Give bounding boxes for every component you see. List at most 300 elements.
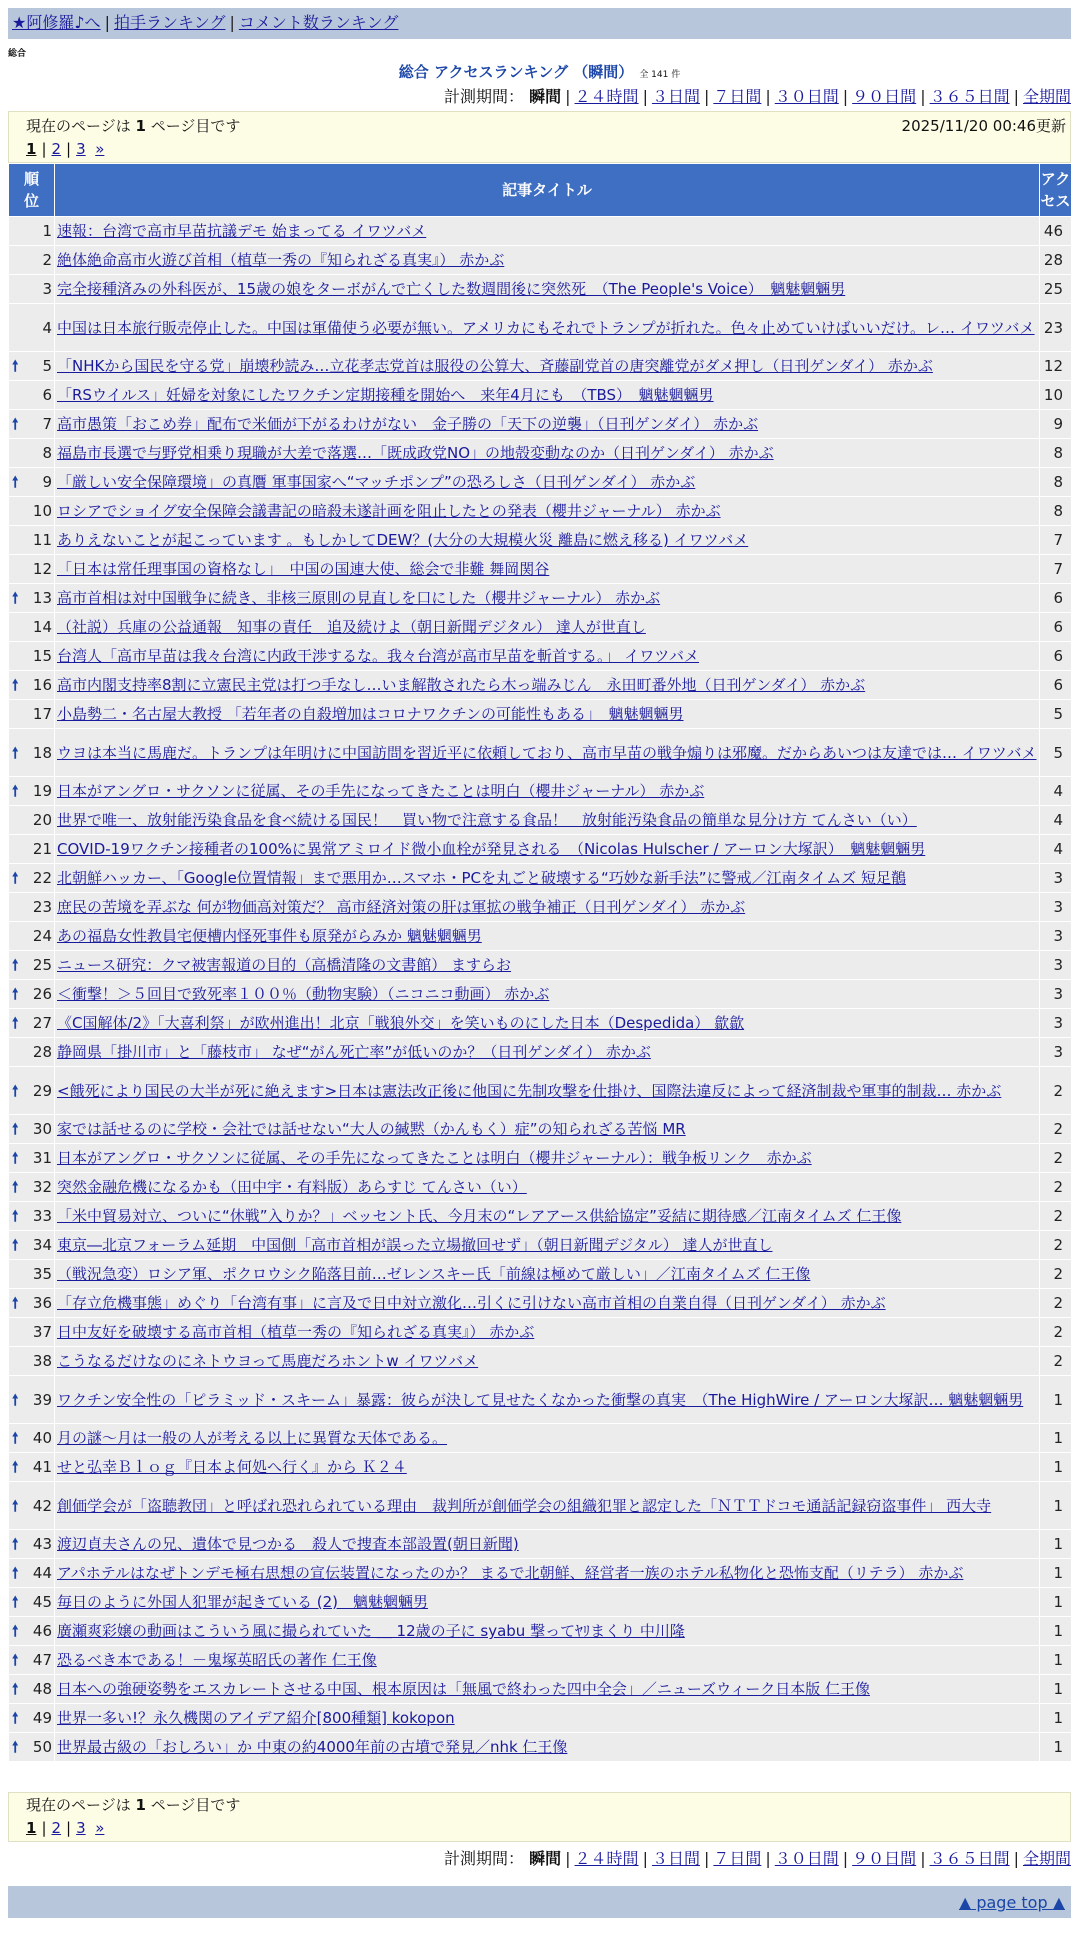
- rank-up-arrow-icon: 🠕: [12, 1081, 19, 1100]
- rank-cell: [9, 1482, 55, 1530]
- pager-current-page: 1: [135, 117, 146, 135]
- title-cell: [55, 1588, 1040, 1617]
- page-title-text: 総合 アクセスランキング （瞬間）: [398, 63, 634, 81]
- rank-cell: [9, 410, 55, 439]
- rank-number: 46: [32, 1622, 52, 1640]
- article-title-link[interactable]: 世界最古級の「おしろい」か 中東の約4000年前の古墳で発見／nhk 仁王像: [57, 1738, 568, 1756]
- rank-up-arrow-icon: 🠕: [12, 1651, 19, 1669]
- article-title-link[interactable]: 東京―北京フォーラム延期 中国側「高市首相が誤った立場撤回せず」（朝日新聞デジタル） 達人が世直し: [57, 1236, 773, 1254]
- rank-cell: [9, 1067, 55, 1115]
- rank-up-arrow-icon: 🠕: [12, 1709, 19, 1727]
- article-title-link[interactable]: 世界で唯一、放射能汚染食品を食べ続ける国民！ 買い物で注意する食品！ 放射能汚染食品の簡単な見分け方 てんさい（い）: [57, 811, 917, 829]
- access-count: 3: [1040, 893, 1072, 922]
- page-link-2[interactable]: 2: [51, 1819, 62, 1837]
- article-title-link[interactable]: 「米中貿易対立、ついに“休戦”入りか？」ベッセント氏、今月末の“レアアース供給協定”妥結に期待感／江南タイムズ 仁王像: [57, 1207, 902, 1225]
- table-row: [9, 246, 1072, 275]
- article-title-link[interactable]: 「RSウイルス」妊婦を対象にしたワクチン定期接種を開始へ 来年4月にも （TBS） 魑魅魍魎男: [57, 386, 714, 404]
- rank-number: 37: [32, 1323, 52, 1341]
- title-cell: [55, 1260, 1040, 1289]
- rank-number: 35: [32, 1265, 52, 1283]
- access-count: 2: [1040, 1173, 1072, 1202]
- rank-up-arrow-icon: 🠕: [12, 1178, 19, 1196]
- table-row: [9, 584, 1072, 613]
- table-row: [9, 381, 1072, 410]
- rank-number: 23: [32, 898, 52, 916]
- rank-number: 40: [32, 1429, 52, 1447]
- period-365d-link[interactable]: ３６５日間: [929, 87, 1010, 106]
- access-count: 8: [1040, 468, 1072, 497]
- rank-up-arrow-icon: 🠕: [12, 1014, 19, 1032]
- rank-cell: [9, 246, 55, 275]
- title-cell: [55, 1144, 1040, 1173]
- rank-up-arrow-icon: 🠕: [12, 1294, 19, 1312]
- separator: |: [642, 87, 648, 106]
- period-90d-link[interactable]: ９０日間: [852, 1849, 917, 1868]
- article-title-link[interactable]: 月の謎～月は一般の人が考える以上に異質な天体である。: [57, 1429, 448, 1447]
- rank-up-arrow-icon: 🠕: [12, 1496, 19, 1515]
- rank-number: 26: [32, 985, 52, 1003]
- article-title-link[interactable]: 家では話せるのに学校・会社では話せない“大人の緘黙（かんもく）症”の知られざる苦悩 MR: [57, 1120, 686, 1138]
- rank-up-arrow-icon: 🠕: [12, 956, 19, 974]
- table-row: [9, 526, 1072, 555]
- period-365d-link[interactable]: ３６５日間: [929, 1849, 1010, 1868]
- table-row: [9, 835, 1072, 864]
- access-count: 2: [1040, 1318, 1072, 1347]
- table-row: [9, 555, 1072, 584]
- rank-cell: [9, 1260, 55, 1289]
- access-count: 1: [1040, 1733, 1072, 1762]
- article-title-link[interactable]: COVID-19ワクチン接種者の100%に異常アミロイド微小血栓が発見される （Nicolas Hulscher / アーロン大塚訳） 魑魅魍魎男: [57, 840, 926, 858]
- rank-cell: [9, 1704, 55, 1733]
- rank-number: 31: [32, 1149, 52, 1167]
- rank-number: 42: [32, 1496, 52, 1515]
- access-count: 46: [1040, 217, 1072, 246]
- rank-cell: [9, 1424, 55, 1453]
- table-row: [9, 951, 1072, 980]
- article-title-link[interactable]: 速報：台湾で高市早苗抗議デモ 始まってる イワツバメ: [57, 222, 427, 240]
- rank-number: 50: [32, 1738, 52, 1756]
- rank-number: 2: [42, 251, 52, 269]
- article-title-link[interactable]: 創価学会が「盗聴教団」と呼ばれ恐れられている理由 裁判所が創価学会の組織犯罪と認定した「ＮＴＴドコモ通話記録窃盗事件」 西大寺: [57, 1496, 992, 1515]
- rank-up-arrow-icon: 🠕: [12, 869, 19, 887]
- period-30d-link[interactable]: ３０日間: [774, 87, 839, 106]
- rank-cell: [9, 497, 55, 526]
- title-cell: [55, 806, 1040, 835]
- pager-prefix: 現在のページは: [26, 1796, 131, 1814]
- access-count: 3: [1040, 864, 1072, 893]
- title-cell: [55, 729, 1040, 777]
- period-24h-link[interactable]: ２４時間: [574, 1849, 639, 1868]
- table-row: [9, 275, 1072, 304]
- article-title-link[interactable]: 高市首相は対中国戦争に続き、非核三原則の見直しを口にした（櫻井ジャーナル） 赤かぶ: [57, 589, 661, 607]
- rank-cell: [9, 671, 55, 700]
- rank-up-arrow-icon: 🠕: [12, 1236, 19, 1254]
- article-title-link[interactable]: 恐るべき本である！－鬼塚英昭氏の著作 仁王像: [57, 1651, 377, 1669]
- clap-ranking-link[interactable]: 拍手ランキング: [113, 13, 226, 32]
- article-title-link[interactable]: 「厳しい安全保障環境」の真贋 軍事国家へ“マッチポンプ”の恐ろしさ（日刊ゲンダイ） 赤かぶ: [57, 473, 696, 491]
- rank-number: 7: [42, 415, 52, 433]
- article-title-link[interactable]: せと弘幸Ｂｌｏｇ『日本よ何処へ行く』から Ｋ２４: [57, 1458, 407, 1476]
- separator: |: [1013, 1849, 1019, 1868]
- rank-up-arrow-icon: 🠕: [12, 473, 19, 491]
- rank-number: 8: [42, 444, 52, 462]
- rank-up-arrow-icon: 🠕: [12, 676, 19, 694]
- title-cell: [55, 1173, 1040, 1202]
- article-title-link[interactable]: ロシアでショイグ安全保障会議書記の暗殺未遂計画を阻止したとの発表（櫻井ジャーナル） 赤かぶ: [57, 502, 721, 520]
- article-title-link[interactable]: 「日本は常任理事国の資格なし」 中国の国連大使、総会で非難 舞岡関谷: [57, 560, 550, 578]
- access-count: 7: [1040, 555, 1072, 584]
- article-title-link[interactable]: 台湾人「高市早苗は我々台湾に内政干渉するな。我々台湾が高市早苗を斬首する。」 イワツバメ: [57, 647, 699, 665]
- table-row: [9, 439, 1072, 468]
- article-title-link[interactable]: 日本がアングロ・サクソンに従属、その手先になってきたことは明白（櫻井ジャーナル）：戦争板リンク 赤かぶ: [57, 1149, 812, 1167]
- rank-up-arrow-icon: 🠕: [12, 589, 19, 607]
- article-title-link[interactable]: 高市内閣支持率8割に立憲民主党は打つ手なし…いま解散されたら木っ端みじん 永田町番外地（日刊ゲンダイ） 赤かぶ: [57, 676, 866, 694]
- article-title-link[interactable]: ニュース研究：クマ被害報道の目的（高橋清隆の文書館） ますらお: [57, 956, 512, 974]
- rank-cell: [9, 1009, 55, 1038]
- article-title-link[interactable]: 「NHKから国民を守る党」崩壊秒読み…立花孝志党首は服役の公算大、斉藤副党首の唐突離党がダメ押し（日刊ゲンダイ） 赤かぶ: [57, 357, 933, 375]
- separator: |: [642, 1849, 648, 1868]
- rank-number: 36: [32, 1294, 52, 1312]
- rank-cell: [9, 1646, 55, 1675]
- article-title-link[interactable]: ワクチン安全性の「ピラミッド・スキーム」暴露：彼らが決して見せたくなかった衝撃の真実 （The HighWire / アーロン大塚訳… 魑魅魍魎男: [57, 1390, 1024, 1409]
- rank-cell: [9, 439, 55, 468]
- page-links-bottom: [26, 1817, 104, 1839]
- article-title-link[interactable]: 「存立危機事態」めぐり「台湾有事」に言及で日中対立激化…引くに引けない高市首相の自業自得（日刊ゲンダイ） 赤かぶ: [57, 1294, 886, 1312]
- rank-cell: [9, 1347, 55, 1376]
- table-row: [9, 1202, 1072, 1231]
- article-title-link[interactable]: 毎日のように外国人犯罪が起きている (2) 魑魅魍魎男: [57, 1593, 429, 1611]
- rank-number: 29: [32, 1081, 52, 1100]
- rank-cell: [9, 304, 55, 352]
- table-row: [9, 980, 1072, 1009]
- page-link-2[interactable]: 2: [51, 140, 62, 158]
- table-row: [9, 1588, 1072, 1617]
- ranking-table: [8, 163, 1072, 1762]
- pager-top: [8, 111, 1071, 163]
- access-count: 1: [1040, 1675, 1072, 1704]
- rank-number: 3: [42, 280, 52, 298]
- access-count: 4: [1040, 835, 1072, 864]
- article-title-link[interactable]: 完全接種済みの外科医が、15歳の娘をターボがんで亡くした数週間後に突然死 （The People's Voice） 魑魅魍魎男: [57, 280, 846, 298]
- period-7d-link[interactable]: ７日間: [713, 1849, 762, 1868]
- table-row: [9, 613, 1072, 642]
- title-cell: [55, 922, 1040, 951]
- article-title-link[interactable]: 北朝鮮ハッカー、「Google位置情報」まで悪用か…スマホ・PCを丸ごと破壊する“巧妙な新手法”に警戒／江南タイムズ 短足鶺: [57, 869, 907, 887]
- footer-bar: [8, 1886, 1071, 1918]
- article-title-link[interactable]: ＜衝撃！＞５回目で致死率１００％（動物実験）（ニコニコ動画） 赤かぶ: [57, 985, 550, 1003]
- title-cell: [55, 1704, 1040, 1733]
- rank-number: 43: [32, 1535, 52, 1553]
- title-cell: [55, 1289, 1040, 1318]
- rank-cell: [9, 1318, 55, 1347]
- access-header: [1040, 164, 1072, 217]
- table-row: [9, 1530, 1072, 1559]
- title-cell: [55, 777, 1040, 806]
- article-title-link[interactable]: 日本への強硬姿勢をエスカレートさせる中国、根本原因は「無風で終わった四中全会」／ニューズウィーク日本版 仁王像: [57, 1680, 870, 1698]
- access-count: 4: [1040, 777, 1072, 806]
- period-label: 計測期間：: [444, 87, 525, 106]
- rank-number: 22: [32, 869, 52, 887]
- title-cell: [55, 1733, 1040, 1762]
- table-row: [9, 893, 1072, 922]
- page-links: [26, 138, 104, 160]
- period-30d-link[interactable]: ３０日間: [774, 1849, 839, 1868]
- title-cell: [55, 864, 1040, 893]
- rank-cell: [9, 1675, 55, 1704]
- rank-number: 45: [32, 1593, 52, 1611]
- table-row: [9, 352, 1072, 381]
- access-count: 6: [1040, 642, 1072, 671]
- title-cell: [55, 1347, 1040, 1376]
- rank-cell: [9, 1289, 55, 1318]
- rank-cell: [9, 1588, 55, 1617]
- separator: |: [765, 1849, 771, 1868]
- separator: |: [703, 1849, 710, 1868]
- rank-number: 27: [32, 1014, 52, 1032]
- rank-cell: [9, 951, 55, 980]
- updated-timestamp: 2025/11/20 00:46更新: [901, 117, 1066, 135]
- title-cell: [55, 439, 1040, 468]
- article-title-link[interactable]: 日本がアングロ・サクソンに従属、その手先になってきたことは明白（櫻井ジャーナル） 赤かぶ: [57, 782, 705, 800]
- access-count: 2: [1040, 1347, 1072, 1376]
- table-row: [9, 1482, 1072, 1530]
- article-title-link[interactable]: 静岡県「掛川市」と「藤枝市」 なぜ“がん死亡率”が低いのか？（日刊ゲンダイ） 赤かぶ: [57, 1043, 651, 1061]
- rank-number: 28: [32, 1043, 52, 1061]
- access-count: 1: [1040, 1588, 1072, 1617]
- article-title-link[interactable]: <餓死により国民の大半が死に絶えます>日本は憲法改正後に他国に先制攻撃を仕掛け、国際法違反によって経済制裁や軍事的制裁… 赤かぶ: [57, 1081, 1002, 1100]
- period-90d-link[interactable]: ９０日間: [852, 87, 917, 106]
- rank-number: 24: [32, 927, 52, 945]
- period-3d-link[interactable]: ３日間: [651, 87, 700, 106]
- rank-cell: [9, 584, 55, 613]
- title-cell: [55, 1009, 1040, 1038]
- article-title-link[interactable]: 福島市長選で与野党相乗り現職が大差で落選…「既成政党NO」の地殻変動なのか（日刊ゲンダイ） 赤かぶ: [57, 444, 774, 462]
- rank-cell: [9, 526, 55, 555]
- rank-number: 17: [32, 705, 52, 723]
- access-count: 1: [1040, 1646, 1072, 1675]
- home-link[interactable]: ★阿修羅♪へ: [12, 13, 101, 32]
- title-cell: [55, 980, 1040, 1009]
- title-cell: [55, 1115, 1040, 1144]
- title-cell: [55, 275, 1040, 304]
- article-title-link[interactable]: 中国は日本旅行販売停止した。中国は軍備使う必要が無い。アメリカにもそれでトランプが折れた。色々止めていけばいいだけ。レ… イワツバメ: [57, 318, 1035, 337]
- title-cell: [55, 1482, 1040, 1530]
- title-cell: [55, 1202, 1040, 1231]
- page-top-link[interactable]: ▲ page top ▲: [958, 1893, 1065, 1912]
- current-page-text: [26, 115, 240, 137]
- rank-up-arrow-icon: 🠕: [12, 1149, 19, 1167]
- access-count: 9: [1040, 410, 1072, 439]
- pager-suffix: ページ目です: [150, 1796, 241, 1814]
- access-count: 10: [1040, 381, 1072, 410]
- rank-cell: [9, 864, 55, 893]
- period-3d-link[interactable]: ３日間: [651, 1849, 700, 1868]
- separator: |: [703, 87, 710, 106]
- article-title-link[interactable]: あの福島女性教員宅便槽内怪死事件も原発がらみか 魑魅魍魎男: [57, 927, 482, 945]
- separator: |: [229, 13, 235, 32]
- table-row: [9, 1559, 1072, 1588]
- rank-cell: [9, 1559, 55, 1588]
- period-selector-bottom: [444, 1848, 1071, 1870]
- table-row: [9, 1617, 1072, 1646]
- access-count: 4: [1040, 806, 1072, 835]
- rank-cell: [9, 1453, 55, 1482]
- article-title-link[interactable]: 庶民の苦境を弄ぶな 何が物価高対策だ？ 高市経済対策の肝は軍拡の戦争補正（日刊ゲンダイ） 赤かぶ: [57, 898, 746, 916]
- table-row: [9, 1318, 1072, 1347]
- page-link-1[interactable]: 1: [26, 140, 37, 158]
- rank-number: 18: [32, 743, 52, 762]
- separator: |: [66, 1819, 72, 1837]
- separator: |: [920, 87, 926, 106]
- rank-number: 14: [32, 618, 52, 636]
- rank-cell: [9, 613, 55, 642]
- article-title-link[interactable]: 小島勢二・名古屋大教授 「若年者の自殺増加はコロナワクチンの可能性もある」 魑魅魍魎男: [57, 705, 684, 723]
- access-count: 25: [1040, 275, 1072, 304]
- period-all-link[interactable]: 全期間: [1022, 87, 1071, 106]
- rank-up-arrow-icon: 🠕: [12, 1622, 19, 1640]
- article-title-link[interactable]: 突然金融危機になるかも（田中宇・有料版）あらすじ てんさい（い）: [57, 1178, 527, 1196]
- access-count: 2: [1040, 1144, 1072, 1173]
- rank-number: 39: [32, 1390, 52, 1409]
- rank-cell: [9, 980, 55, 1009]
- access-count: 1: [1040, 1617, 1072, 1646]
- rank-cell: [9, 1733, 55, 1762]
- period-all-link[interactable]: 全期間: [1022, 1849, 1071, 1868]
- article-title-link[interactable]: ウヨは本当に馬鹿だ。トランプは年明けに中国訪問を習近平に依頼しており、高市早苗の戦争煽りは邪魔。だからあいつは友達では… イワツバメ: [57, 743, 1037, 762]
- table-row: [9, 642, 1072, 671]
- period-24h-link[interactable]: ２４時間: [574, 87, 639, 106]
- article-title-link[interactable]: 世界一多い!？永久機関のアイデア紹介[800種類] kokopon: [57, 1709, 455, 1727]
- rank-cell: [9, 806, 55, 835]
- access-count: 1: [1040, 1482, 1072, 1530]
- title-cell: [55, 381, 1040, 410]
- table-row: [9, 1009, 1072, 1038]
- title-cell: [55, 835, 1040, 864]
- rank-cell: [9, 381, 55, 410]
- rank-cell: [9, 729, 55, 777]
- table-row: [9, 777, 1072, 806]
- article-title-link[interactable]: 高市愚策「おこめ券」配布で米価が下がるわけがない 金子勝の「天下の逆襲」（日刊ゲンダイ） 赤かぶ: [57, 415, 759, 433]
- article-title-link[interactable]: （社説）兵庫の公益通報 知事の責任 追及続けよ（朝日新聞デジタル） 達人が世直し: [57, 618, 646, 636]
- access-count: 5: [1040, 700, 1072, 729]
- title-cell: [55, 497, 1040, 526]
- rank-number: 32: [32, 1178, 52, 1196]
- period-7d-link[interactable]: ７日間: [713, 87, 762, 106]
- rank-cell: [9, 1038, 55, 1067]
- page-link-3[interactable]: 3: [76, 1819, 86, 1837]
- access-count: 1: [1040, 1559, 1072, 1588]
- access-count: 8: [1040, 497, 1072, 526]
- period-label: 計測期間：: [444, 1849, 525, 1868]
- title-cell: [55, 410, 1040, 439]
- rank-cell: [9, 1376, 55, 1424]
- separator: |: [565, 87, 571, 106]
- rank-up-arrow-icon: 🠕: [12, 1429, 19, 1447]
- article-title-link[interactable]: 《C国解体/2》「大喜利祭」が欧州進出！北京「戦狼外交」を笑いものにした日本（Despedida） 歙歙: [57, 1014, 745, 1032]
- rank-number: 11: [32, 531, 52, 549]
- rank-cell: [9, 1617, 55, 1646]
- rank-number: 21: [32, 840, 52, 858]
- access-count: 3: [1040, 1009, 1072, 1038]
- current-page-text-bottom: [26, 1794, 240, 1816]
- article-title-link[interactable]: 絶体絶命高市火遊び首相（植草一秀の『知られざる真実』） 赤かぶ: [57, 251, 505, 269]
- rank-up-arrow-icon: 🠕: [12, 743, 19, 762]
- separator: |: [41, 140, 47, 158]
- pager-bottom: [8, 1792, 1071, 1842]
- rank-number: 34: [32, 1236, 52, 1254]
- access-count: 3: [1040, 980, 1072, 1009]
- separator: |: [842, 87, 849, 106]
- title-cell: [55, 217, 1040, 246]
- rank-up-arrow-icon: 🠕: [12, 357, 19, 375]
- page-link-1[interactable]: 1: [26, 1819, 37, 1837]
- comment-ranking-link[interactable]: コメント数ランキング: [238, 13, 399, 32]
- access-count: 1: [1040, 1704, 1072, 1733]
- access-count: 12: [1040, 352, 1072, 381]
- rank-cell: [9, 777, 55, 806]
- category-label: 総合: [8, 49, 27, 59]
- title-cell: [55, 304, 1040, 352]
- rank-cell: [9, 1115, 55, 1144]
- rank-number: 13: [32, 589, 52, 607]
- access-count: 2: [1040, 1260, 1072, 1289]
- rank-cell: [9, 922, 55, 951]
- article-title-link[interactable]: アパホテルはなぜトンデモ極右思想の宣伝装置になったのか？ まるで北朝鮮、経営者一族のホテル私物化と恐怖支配（リテラ） 赤かぶ: [57, 1564, 964, 1582]
- access-count: 1: [1040, 1530, 1072, 1559]
- title-cell: [55, 1318, 1040, 1347]
- access-count: 3: [1040, 922, 1072, 951]
- article-title-link[interactable]: ありえないことが起こっています 。もしかしてDEW？(大分の大規模火災 離島に燃え移る) イワツバメ: [57, 531, 749, 549]
- page-link-3[interactable]: 3: [76, 140, 86, 158]
- rank-cell: [9, 835, 55, 864]
- table-row: [9, 1424, 1072, 1453]
- rank-up-arrow-icon: 🠕: [12, 1680, 19, 1698]
- rank-number: 9: [42, 473, 52, 491]
- table-row: [9, 497, 1072, 526]
- rank-number: 41: [32, 1458, 52, 1476]
- title-cell: [55, 613, 1040, 642]
- title-cell: [55, 700, 1040, 729]
- pager-prefix: 現在のページは: [26, 117, 131, 135]
- table-row: [9, 1704, 1072, 1733]
- title-cell: [55, 1376, 1040, 1424]
- access-count: 28: [1040, 246, 1072, 275]
- title-cell: [55, 1067, 1040, 1115]
- rank-up-arrow-icon: 🠕: [12, 1535, 19, 1553]
- article-title-link[interactable]: こうなるだけなのにネトウヨって馬鹿だろホントw イワツバメ: [57, 1352, 479, 1370]
- separator: |: [920, 1849, 926, 1868]
- separator: |: [104, 13, 110, 32]
- article-title-link[interactable]: 渡辺貞夫さんの兄、遺体で見つかる 殺人で捜査本部設置(朝日新聞): [57, 1535, 519, 1553]
- article-title-link[interactable]: （戦況急変）ロシア軍、ポクロウシク陥落目前…ゼレンスキー氏「前線は極めて厳しい」／江南タイムズ 仁王像: [57, 1265, 811, 1283]
- article-title-link[interactable]: 廣瀬爽彩嬢の動画はこういう風に撮られていた ＿ 12歳の子に syabu 撃ってﾔﾘまくり 中川隆: [57, 1622, 685, 1640]
- article-title-link[interactable]: 日中友好を破壊する高市首相（植草一秀の『知られざる真実』） 赤かぶ: [57, 1323, 535, 1341]
- access-count: 23: [1040, 304, 1072, 352]
- rank-number: 4: [42, 318, 52, 337]
- title-cell: [55, 352, 1040, 381]
- access-count: 2: [1040, 1202, 1072, 1231]
- title-cell: [55, 526, 1040, 555]
- access-count: 5: [1040, 729, 1072, 777]
- rank-header: [9, 164, 55, 217]
- next-page-link[interactable]: »: [95, 140, 105, 158]
- rank-cell: [9, 642, 55, 671]
- table-row: [9, 700, 1072, 729]
- table-row: [9, 304, 1072, 352]
- table-row: [9, 1733, 1072, 1762]
- next-page-link[interactable]: »: [95, 1819, 105, 1837]
- table-row: [9, 1675, 1072, 1704]
